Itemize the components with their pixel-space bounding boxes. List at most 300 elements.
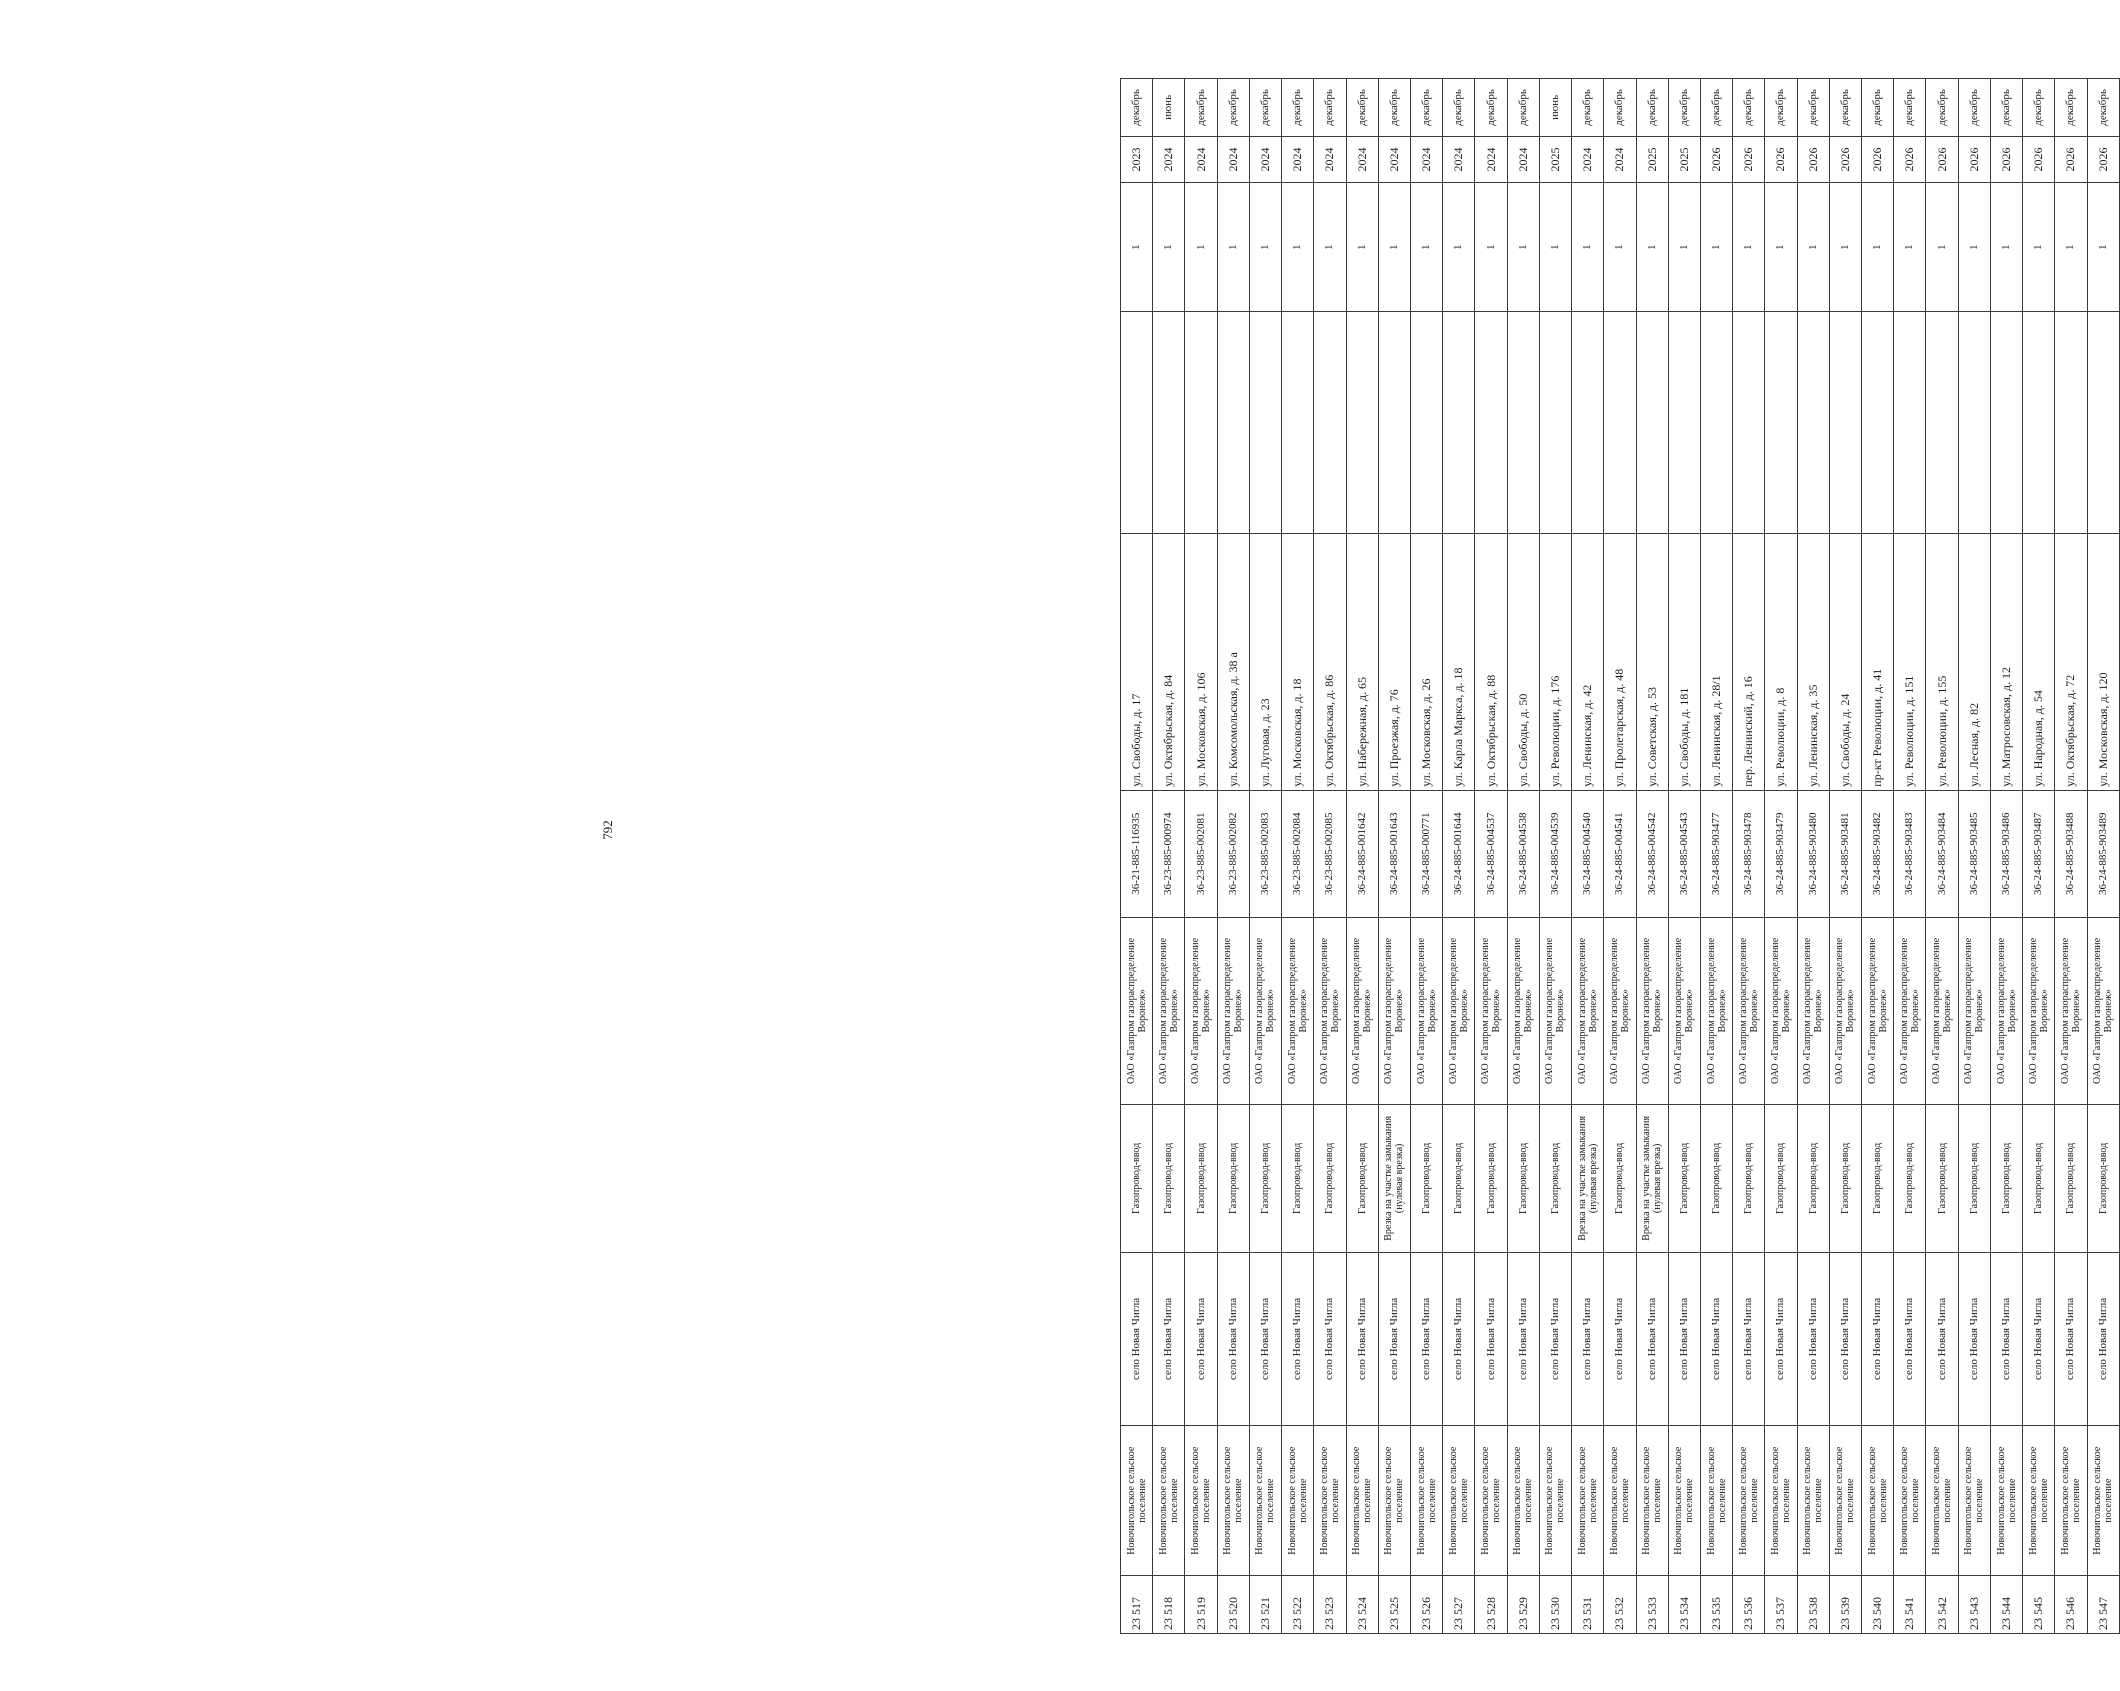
empty-cell [1604,312,1636,534]
empty-cell [1185,312,1217,534]
year-cell: 2026 [1894,136,1926,182]
quantity-cell: 1 [1668,183,1700,312]
table-row [1862,79,1894,1634]
year-cell: 2024 [1282,136,1314,182]
village-cell: село Новая Чигла [1926,1252,1958,1425]
village-cell: село Новая Чигла [1797,1252,1829,1425]
table-row [1797,79,1829,1634]
empty-cell [1958,312,1990,534]
table-row [1185,79,1217,1634]
table-row [1700,79,1732,1634]
object-code-cell: 36-24-885-903489 [2087,790,2119,917]
month-cell: декабрь [1668,79,1700,137]
empty-cell [2055,312,2087,534]
organization-cell: ОАО «Газпром газораспределение Воронеж» [1958,917,1990,1104]
table-row [1990,79,2022,1634]
table-row [1282,79,1314,1634]
month-cell: декабрь [1443,79,1475,137]
address-cell: ул. Лесная, д. 82 [1958,534,1990,790]
object-code-cell: 36-24-885-903488 [2055,790,2087,917]
quantity-cell: 1 [1926,183,1958,312]
empty-cell [1572,312,1604,534]
village-cell: село Новая Чигла [1249,1252,1281,1425]
row-number: 23 531 [1572,1576,1604,1634]
row-number: 23 522 [1282,1576,1314,1634]
month-cell: декабрь [1346,79,1378,137]
object-code-cell: 36-24-885-903487 [2023,790,2055,917]
empty-cell [1217,312,1249,534]
settlement-cell: Новочигольское сельское поселение [1314,1426,1346,1576]
object-type-cell: Газопровод-ввод [1990,1104,2022,1252]
settlement-cell: Новочигольское сельское поселение [1958,1426,1990,1576]
village-cell: село Новая Чигла [1604,1252,1636,1425]
settlement-cell: Новочигольское сельское поселение [1443,1426,1475,1576]
quantity-cell: 1 [1829,183,1861,312]
object-code-cell: 36-24-885-903485 [1958,790,1990,917]
table-row [1153,79,1185,1634]
year-cell: 2025 [1539,136,1571,182]
year-cell: 2026 [1958,136,1990,182]
organization-cell: ОАО «Газпром газораспределение Воронеж» [1217,917,1249,1104]
address-cell: ул. Октябрьская, д. 72 [2055,534,2087,790]
table-row [1765,79,1797,1634]
address-cell: ул. Народная, д. 54 [2023,534,2055,790]
settlement-cell: Новочигольское сельское поселение [2023,1426,2055,1576]
organization-cell: ОАО «Газпром газораспределение Воронеж» [2023,917,2055,1104]
empty-cell [1894,312,1926,534]
organization-cell: ОАО «Газпром газораспределение Воронеж» [1668,917,1700,1104]
quantity-cell: 1 [1894,183,1926,312]
year-cell: 2024 [1604,136,1636,182]
quantity-cell: 1 [1185,183,1217,312]
village-cell: село Новая Чигла [1314,1252,1346,1425]
row-number: 23 527 [1443,1576,1475,1634]
empty-cell [1636,312,1668,534]
address-cell: пр-кт Революции, д. 41 [1862,534,1894,790]
table-row [1958,79,1990,1634]
settlement-cell: Новочигольское сельское поселение [1282,1426,1314,1576]
row-number: 23 539 [1829,1576,1861,1634]
village-cell: село Новая Чигла [1572,1252,1604,1425]
quantity-cell: 1 [1733,183,1765,312]
quantity-cell: 1 [1507,183,1539,312]
village-cell: село Новая Чигла [1668,1252,1700,1425]
year-cell: 2024 [1314,136,1346,182]
empty-cell [2023,312,2055,534]
year-cell: 2024 [1507,136,1539,182]
settlement-cell: Новочигольское сельское поселение [1249,1426,1281,1576]
organization-cell: ОАО «Газпром газораспределение Воронеж» [1700,917,1732,1104]
table-row [1346,79,1378,1634]
village-cell: село Новая Чигла [1378,1252,1410,1425]
empty-cell [1121,312,1153,534]
quantity-cell: 1 [1378,183,1410,312]
row-number: 23 526 [1410,1576,1442,1634]
village-cell: село Новая Чигла [1829,1252,1861,1425]
month-cell: декабрь [1249,79,1281,137]
organization-cell: ОАО «Газпром газораспределение Воронеж» [1636,917,1668,1104]
organization-cell: ОАО «Газпром газораспределение Воронеж» [2055,917,2087,1104]
address-cell: ул. Октябрьская, д. 84 [1153,534,1185,790]
empty-cell [1378,312,1410,534]
object-type-cell: Газопровод-ввод [1475,1104,1507,1252]
address-cell: ул. Революции, д. 155 [1926,534,1958,790]
village-cell: село Новая Чигла [1443,1252,1475,1425]
village-cell: село Новая Чигла [1507,1252,1539,1425]
object-type-cell: Газопровод-ввод [1121,1104,1153,1252]
address-cell: ул. Набережная, д. 65 [1346,534,1378,790]
table-row [1121,79,1153,1634]
year-cell: 2026 [1926,136,1958,182]
quantity-cell: 1 [1153,183,1185,312]
object-type-cell: Газопровод-ввод [1668,1104,1700,1252]
address-cell: ул. Ленинская, д. 28/1 [1700,534,1732,790]
table-row [1733,79,1765,1634]
year-cell: 2024 [1185,136,1217,182]
month-cell: декабрь [1217,79,1249,137]
table-row [2023,79,2055,1634]
organization-cell: ОАО «Газпром газораспределение Воронеж» [1926,917,1958,1104]
address-cell: ул. Луговая, д. 23 [1249,534,1281,790]
month-cell: декабрь [1894,79,1926,137]
settlement-cell: Новочигольское сельское поселение [1765,1426,1797,1576]
year-cell: 2023 [1121,136,1153,182]
address-cell: пер. Ленинский, д. 16 [1733,534,1765,790]
row-number: 23 536 [1733,1576,1765,1634]
table-row [1378,79,1410,1634]
month-cell: декабрь [1990,79,2022,137]
address-cell: ул. Революции, д. 176 [1539,534,1571,790]
organization-cell: ОАО «Газпром газораспределение Воронеж» [1862,917,1894,1104]
organization-cell: ОАО «Газпром газораспределение Воронеж» [1410,917,1442,1104]
month-cell: декабрь [1314,79,1346,137]
settlement-cell: Новочигольское сельское поселение [1121,1426,1153,1576]
row-number: 23 546 [2055,1576,2087,1634]
address-cell: ул. Московская, д. 106 [1185,534,1217,790]
empty-cell [1314,312,1346,534]
organization-cell: ОАО «Газпром газораспределение Воронеж» [1314,917,1346,1104]
organization-cell: ОАО «Газпром газораспределение Воронеж» [1894,917,1926,1104]
object-code-cell: 36-24-885-903484 [1926,790,1958,917]
object-type-cell: Газопровод-ввод [1346,1104,1378,1252]
organization-cell: ОАО «Газпром газораспределение Воронеж» [1539,917,1571,1104]
settlement-cell: Новочигольское сельское поселение [1894,1426,1926,1576]
row-number: 23 532 [1604,1576,1636,1634]
object-code-cell: 36-21-885-116935 [1121,790,1153,917]
object-type-cell: Газопровод-ввод [1733,1104,1765,1252]
month-cell: декабрь [2055,79,2087,137]
village-cell: село Новая Чигла [1765,1252,1797,1425]
village-cell: село Новая Чигла [1282,1252,1314,1425]
month-cell: декабрь [1862,79,1894,137]
month-cell: декабрь [1475,79,1507,137]
month-cell: декабрь [1185,79,1217,137]
organization-cell: ОАО «Газпром газораспределение Воронеж» [1829,917,1861,1104]
object-type-cell: Газопровод-ввод [2023,1104,2055,1252]
quantity-cell: 1 [1572,183,1604,312]
settlement-cell: Новочигольское сельское поселение [1378,1426,1410,1576]
quantity-cell: 1 [1282,183,1314,312]
organization-cell: ОАО «Газпром газораспределение Воронеж» [1185,917,1217,1104]
object-type-cell: Газопровод-ввод [1539,1104,1571,1252]
quantity-cell: 1 [2023,183,2055,312]
row-number: 23 543 [1958,1576,1990,1634]
row-number: 23 547 [2087,1576,2119,1634]
village-cell: село Новая Чигла [1733,1252,1765,1425]
object-type-cell: Газопровод-ввод [1282,1104,1314,1252]
settlement-cell: Новочигольское сельское поселение [1733,1426,1765,1576]
quantity-cell: 1 [1217,183,1249,312]
settlement-cell: Новочигольское сельское поселение [1668,1426,1700,1576]
empty-cell [1829,312,1861,534]
object-code-cell: 36-24-885-004541 [1604,790,1636,917]
quantity-cell: 1 [1797,183,1829,312]
object-code-cell: 36-24-885-004538 [1507,790,1539,917]
quantity-cell: 1 [1314,183,1346,312]
empty-cell [1346,312,1378,534]
month-cell: декабрь [1733,79,1765,137]
object-type-cell: Газопровод-ввод [1314,1104,1346,1252]
village-cell: село Новая Чигла [2055,1252,2087,1425]
empty-cell [1862,312,1894,534]
table-row [1894,79,1926,1634]
address-cell: ул. Проезжая, д. 76 [1378,534,1410,790]
organization-cell: ОАО «Газпром газораспределение Воронеж» [1153,917,1185,1104]
quantity-cell: 1 [1958,183,1990,312]
object-type-cell: Врезка на участке замыкания (нулевая врезка) [1378,1104,1410,1252]
settlement-cell: Новочигольское сельское поселение [1346,1426,1378,1576]
rotated-page [1120,78,2120,1634]
empty-cell [1153,312,1185,534]
year-cell: 2025 [1636,136,1668,182]
object-code-cell: 36-23-885-002084 [1282,790,1314,917]
address-cell: ул. Комсомольская, д. 38 а [1217,534,1249,790]
year-cell: 2026 [1733,136,1765,182]
empty-cell [1990,312,2022,534]
quantity-cell: 1 [1539,183,1571,312]
village-cell: село Новая Чигла [1410,1252,1442,1425]
year-cell: 2026 [1765,136,1797,182]
address-cell: ул. Революции, д. 151 [1894,534,1926,790]
object-code-cell: 36-24-885-004539 [1539,790,1571,917]
month-cell: декабрь [1507,79,1539,137]
table-row [1829,79,1861,1634]
address-cell: ул. Свободы, д. 50 [1507,534,1539,790]
object-code-cell: 36-23-885-002085 [1314,790,1346,917]
village-cell: село Новая Чигла [1958,1252,1990,1425]
object-code-cell: 36-24-885-004540 [1572,790,1604,917]
month-cell: июнь [1153,79,1185,137]
settlement-cell: Новочигольское сельское поселение [1700,1426,1732,1576]
address-cell: ул. Свободы, д. 17 [1121,534,1153,790]
object-type-cell: Газопровод-ввод [1153,1104,1185,1252]
empty-cell [1539,312,1571,534]
settlement-cell: Новочигольское сельское поселение [1797,1426,1829,1576]
object-code-cell: 36-24-885-004542 [1636,790,1668,917]
year-cell: 2024 [1346,136,1378,182]
address-cell: ул. Революции, д. 8 [1765,534,1797,790]
object-code-cell: 36-24-885-903479 [1765,790,1797,917]
row-number: 23 541 [1894,1576,1926,1634]
settlement-cell: Новочигольское сельское поселение [1604,1426,1636,1576]
quantity-cell: 1 [1346,183,1378,312]
settlement-cell: Новочигольское сельское поселение [1153,1426,1185,1576]
address-cell: ул. Октябрьская, д. 86 [1314,534,1346,790]
row-number: 23 544 [1990,1576,2022,1634]
empty-cell [1733,312,1765,534]
month-cell: декабрь [1797,79,1829,137]
row-number: 23 542 [1926,1576,1958,1634]
settlement-cell: Новочигольское сельское поселение [1475,1426,1507,1576]
table-body [1121,79,2120,1634]
table-row [1314,79,1346,1634]
year-cell: 2024 [1378,136,1410,182]
table-row [1604,79,1636,1634]
month-cell: декабрь [1282,79,1314,137]
settlement-cell: Новочигольское сельское поселение [1572,1426,1604,1576]
object-code-cell: 36-24-885-903486 [1990,790,2022,917]
settlement-cell: Новочигольское сельское поселение [2087,1426,2119,1576]
organization-cell: ОАО «Газпром газораспределение Воронеж» [1990,917,2022,1104]
quantity-cell: 1 [1862,183,1894,312]
row-number: 23 530 [1539,1576,1571,1634]
table-row [1249,79,1281,1634]
settlement-cell: Новочигольское сельское поселение [1507,1426,1539,1576]
table-row [2087,79,2119,1634]
year-cell: 2026 [1990,136,2022,182]
object-code-cell: 36-24-885-903480 [1797,790,1829,917]
month-cell: декабрь [1604,79,1636,137]
empty-cell [1507,312,1539,534]
village-cell: село Новая Чигла [2023,1252,2055,1425]
settlement-cell: Новочигольское сельское поселение [1990,1426,2022,1576]
empty-cell [1410,312,1442,534]
quantity-cell: 1 [1700,183,1732,312]
settlement-cell: Новочигольское сельское поселение [1926,1426,1958,1576]
settlement-cell: Новочигольское сельское поселение [1539,1426,1571,1576]
object-code-cell: 36-24-885-001642 [1346,790,1378,917]
village-cell: село Новая Чигла [1346,1252,1378,1425]
object-type-cell: Газопровод-ввод [1894,1104,1926,1252]
empty-cell [1249,312,1281,534]
table-row [1475,79,1507,1634]
quantity-cell: 1 [1121,183,1153,312]
year-cell: 2024 [1217,136,1249,182]
village-cell: село Новая Чигла [1539,1252,1571,1425]
object-type-cell: Газопровод-ввод [1443,1104,1475,1252]
address-cell: ул. Московская, д. 120 [2087,534,2119,790]
object-type-cell: Газопровод-ввод [1185,1104,1217,1252]
village-cell: село Новая Чигла [1185,1252,1217,1425]
row-number: 23 523 [1314,1576,1346,1634]
month-cell: декабрь [1700,79,1732,137]
address-cell: ул. Московская, д. 26 [1410,534,1442,790]
organization-cell: ОАО «Газпром газораспределение Воронеж» [1282,917,1314,1104]
settlement-cell: Новочигольское сельское поселение [1829,1426,1861,1576]
quantity-cell: 1 [2055,183,2087,312]
month-cell: декабрь [2023,79,2055,137]
object-code-cell: 36-23-885-002081 [1185,790,1217,917]
year-cell: 2026 [1700,136,1732,182]
quantity-cell: 1 [1990,183,2022,312]
object-type-cell: Газопровод-ввод [2055,1104,2087,1252]
object-code-cell: 36-24-885-004543 [1668,790,1700,917]
object-code-cell: 36-24-885-001643 [1378,790,1410,917]
object-type-cell: Газопровод-ввод [1700,1104,1732,1252]
object-type-cell: Газопровод-ввод [1829,1104,1861,1252]
row-number: 23 535 [1700,1576,1732,1634]
month-cell: декабрь [1829,79,1861,137]
organization-cell: ОАО «Газпром газораспределение Воронеж» [1604,917,1636,1104]
object-code-cell: 36-23-885-002083 [1249,790,1281,917]
table-row [1539,79,1571,1634]
settlement-cell: Новочигольское сельское поселение [1410,1426,1442,1576]
table-row [1217,79,1249,1634]
year-cell: 2026 [2087,136,2119,182]
object-type-cell: Врезка на участке замыкания (нулевая врезка) [1572,1104,1604,1252]
row-number: 23 524 [1346,1576,1378,1634]
organization-cell: ОАО «Газпром газораспределение Воронеж» [1249,917,1281,1104]
year-cell: 2026 [1862,136,1894,182]
row-number: 23 525 [1378,1576,1410,1634]
month-cell: декабрь [1572,79,1604,137]
year-cell: 2024 [1410,136,1442,182]
year-cell: 2026 [1829,136,1861,182]
empty-cell [1700,312,1732,534]
village-cell: село Новая Чигла [1636,1252,1668,1425]
organization-cell: ОАО «Газпром газораспределение Воронеж» [1507,917,1539,1104]
empty-cell [1282,312,1314,534]
settlement-cell: Новочигольское сельское поселение [1217,1426,1249,1576]
object-code-cell: 36-24-885-004537 [1475,790,1507,917]
gas-connections-table [1120,78,2120,1634]
organization-cell: ОАО «Газпром газораспределение Воронеж» [1443,917,1475,1104]
object-type-cell: Газопровод-ввод [1862,1104,1894,1252]
address-cell: ул. Советская, д. 53 [1636,534,1668,790]
empty-cell [2087,312,2119,534]
address-cell: ул. Матросовская, д. 12 [1990,534,2022,790]
object-type-cell: Газопровод-ввод [1217,1104,1249,1252]
organization-cell: ОАО «Газпром газораспределение Воронеж» [1378,917,1410,1104]
quantity-cell: 1 [1410,183,1442,312]
year-cell: 2024 [1572,136,1604,182]
object-code-cell: 36-24-885-000771 [1410,790,1442,917]
object-type-cell: Газопровод-ввод [2087,1104,2119,1252]
table-row [1926,79,1958,1634]
village-cell: село Новая Чигла [1121,1252,1153,1425]
month-cell: декабрь [1926,79,1958,137]
row-number: 23 529 [1507,1576,1539,1634]
month-cell: декабрь [1636,79,1668,137]
table-row [2055,79,2087,1634]
empty-cell [1926,312,1958,534]
village-cell: село Новая Чигла [1990,1252,2022,1425]
object-code-cell: 36-24-885-903482 [1862,790,1894,917]
object-type-cell: Газопровод-ввод [1604,1104,1636,1252]
row-number: 23 533 [1636,1576,1668,1634]
row-number: 23 534 [1668,1576,1700,1634]
object-code-cell: 36-23-885-000974 [1153,790,1185,917]
organization-cell: ОАО «Газпром газораспределение Воронеж» [1797,917,1829,1104]
settlement-cell: Новочигольское сельское поселение [1185,1426,1217,1576]
village-cell: село Новая Чигла [1700,1252,1732,1425]
table-row [1668,79,1700,1634]
organization-cell: ОАО «Газпром газораспределение Воронеж» [1346,917,1378,1104]
quantity-cell: 1 [1475,183,1507,312]
object-type-cell: Врезка на участке замыкания (нулевая врезка) [1636,1104,1668,1252]
object-type-cell: Газопровод-ввод [1249,1104,1281,1252]
row-number: 23 519 [1185,1576,1217,1634]
